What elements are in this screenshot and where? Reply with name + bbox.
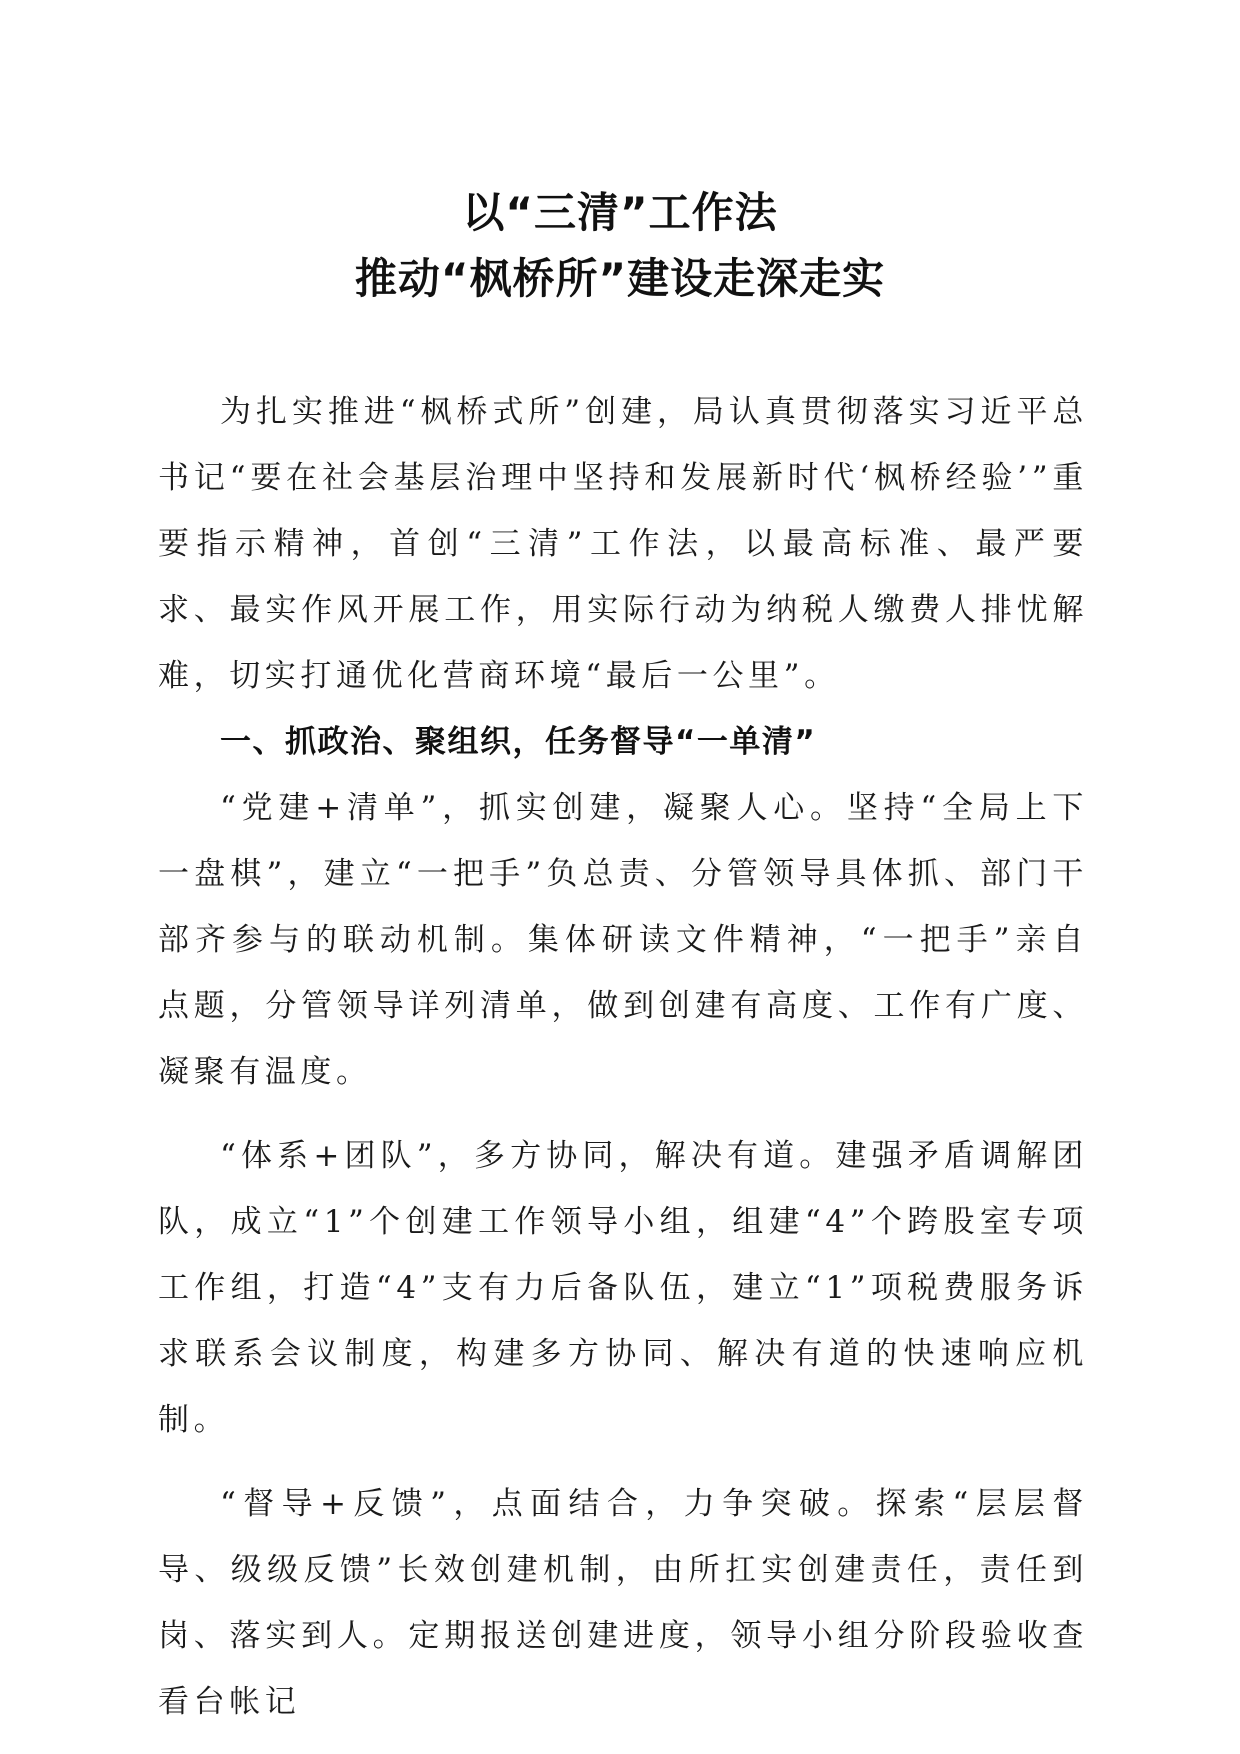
intro-paragraph: 为扎实推进“枫桥式所”创建，局认真贯彻落实习近平总书记“要在社会基层治理中坚持和发展新时代‘枫桥经验’”重要指示精神，首创“三清”工作法，以最高标准、最严要求、最实作风开展工作，用实际行动为纳税人缴费人排忧解难，切实打通优化营商环境“最后一公里”。 xyxy=(158,394,1088,694)
title-line-1: 以“三清”工作法 xyxy=(462,188,778,237)
section1-paragraph-1: “党建+清单”，抓实创建，凝聚人心。坚持“全局上下一盘棋”，建立“一把手”负总责、分管领导具体抓、部门干部齐参与的联动机制。集体研读文件精神，“一把手”亲自点题，分管领导详列清单，做到创建有高度、工作有广度、凝聚有温度。 xyxy=(158,790,1088,1090)
paragraph-spacer xyxy=(158,1105,1088,1123)
section1-paragraph-3: “督导+反馈”，点面结合，力争突破。探索“层层督导、级级反馈”长效创建机制，由所扛实创建责任，责任到岗、落实到人。定期报送创建进度，领导小组分阶段验收查看台帐记 xyxy=(158,1486,1088,1720)
document-body xyxy=(158,379,1088,1735)
paragraph-spacer xyxy=(158,1453,1088,1471)
section1-paragraph-2: “体系+团队”，多方协同，解决有道。建强矛盾调解团队，成立“1”个创建工作领导小组，组建“4”个跨股室专项工作组，打造“4”支有力后备队伍，建立“1”项税费服务诉求联系会议制度，构建多方协同、解决有道的快速响应机制。 xyxy=(158,1138,1088,1438)
document-title xyxy=(0,180,1240,312)
section-heading-1: 一、抓政治、聚组织，任务督导“一单清” xyxy=(220,724,817,760)
title-line-2: 推动“枫桥所”建设走深走实 xyxy=(354,254,886,303)
